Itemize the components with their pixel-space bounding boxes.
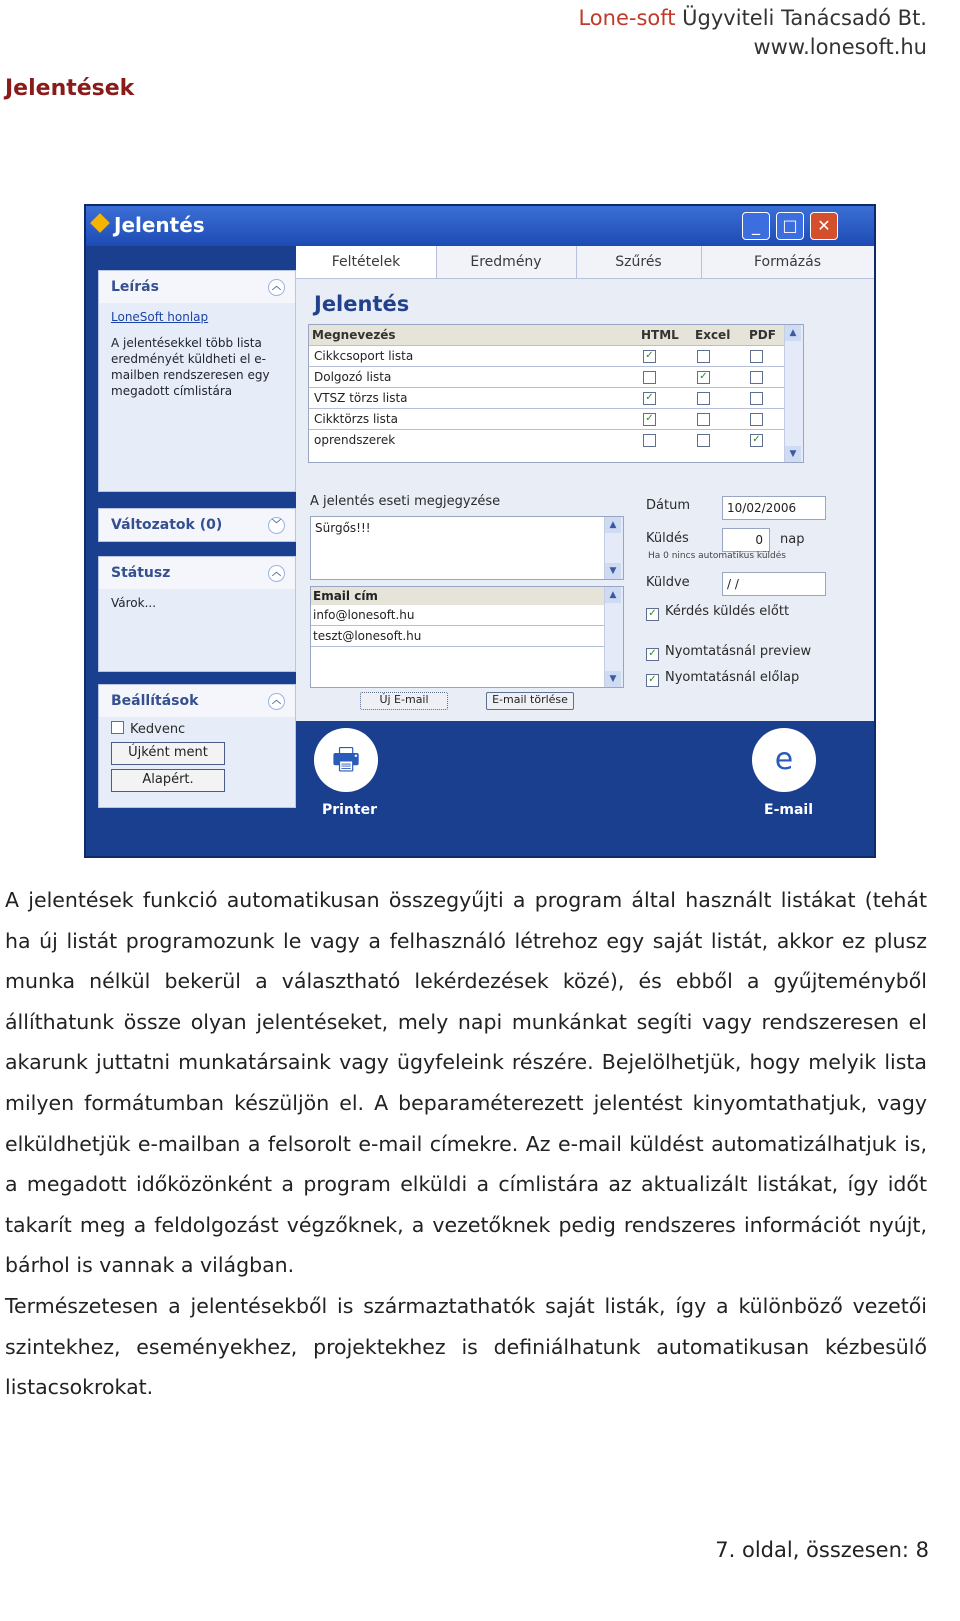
form-title: Jelentés (314, 292, 410, 316)
send-label: Küldés (646, 531, 689, 546)
status-panel-header[interactable]: Státusz ︿ (99, 557, 295, 589)
printer-icon[interactable]: 🖶 (314, 728, 378, 792)
excel-checkbox[interactable] (697, 434, 710, 447)
date-input[interactable]: 10/02/2006 (722, 496, 826, 520)
report-window-screenshot (84, 204, 876, 858)
excel-checkbox[interactable] (697, 413, 710, 426)
body-text (5, 880, 927, 1408)
section-heading: Jelentések (5, 76, 135, 101)
window-title: Jelentés (114, 213, 205, 237)
email-list (310, 586, 624, 688)
company-name: Lone-soft Ügyviteli Tanácsadó Bt. (578, 6, 927, 30)
email-action-label: E-mail (764, 802, 814, 818)
pdf-checkbox[interactable] (750, 413, 763, 426)
scroll-down-icon[interactable]: ▼ (785, 446, 801, 462)
app-icon (90, 213, 110, 233)
settings-panel-header[interactable]: Beállítások ︿ (99, 685, 295, 717)
email-icon[interactable]: e (752, 728, 816, 792)
scroll-up-icon[interactable]: ▲ (785, 325, 801, 341)
column-html: HTML (641, 328, 679, 342)
grid-row[interactable] (309, 429, 803, 450)
report-form (296, 246, 874, 721)
note-text: Sürgős!!! (315, 521, 371, 535)
tab-bar (296, 246, 874, 279)
scroll-down-icon[interactable]: ▼ (605, 563, 621, 579)
tab-result[interactable]: Eredmény (436, 246, 577, 278)
html-checkbox[interactable]: ✓ (643, 392, 656, 405)
checkmark-icon: ✓ (646, 608, 659, 621)
tab-conditions[interactable]: Feltételek (296, 246, 437, 278)
status-panel (98, 556, 296, 672)
grid-row-name: Dolgozó lista (314, 370, 392, 384)
scroll-up-icon[interactable]: ▲ (605, 517, 621, 533)
minimize-button[interactable]: _ (742, 212, 770, 240)
page-header (578, 4, 927, 62)
excel-checkbox[interactable]: ✓ (697, 371, 710, 384)
column-name: Megnevezés (312, 328, 396, 342)
column-pdf: PDF (749, 328, 776, 342)
website-link[interactable]: www.lonesoft.hu (753, 35, 927, 59)
excel-checkbox[interactable] (697, 350, 710, 363)
delete-email-button[interactable]: E-mail törlése (486, 692, 574, 710)
ask-before-send-checkbox[interactable]: ✓ Kérdés küldés előtt (646, 604, 789, 621)
email-address-item[interactable]: teszt@lonesoft.hu (311, 626, 623, 647)
pdf-checkbox[interactable] (750, 350, 763, 363)
maximize-button[interactable]: □ (776, 212, 804, 240)
note-textarea[interactable] (310, 516, 624, 580)
column-excel: Excel (695, 328, 731, 342)
email-address-item[interactable]: info@lonesoft.hu (311, 605, 623, 626)
status-text: Várok... (111, 596, 157, 610)
html-checkbox[interactable]: ✓ (643, 413, 656, 426)
sent-date-input[interactable]: / / (722, 572, 826, 596)
grid-row-name: VTSZ törzs lista (314, 391, 408, 405)
save-new-button[interactable]: Újként ment (111, 742, 225, 765)
html-checkbox[interactable] (643, 434, 656, 447)
report-list-grid (308, 324, 804, 463)
email-list-body (311, 605, 623, 647)
grid-row[interactable] (309, 408, 803, 429)
grid-body (309, 345, 803, 450)
scroll-down-icon[interactable]: ▼ (605, 671, 621, 687)
print-preview-checkbox[interactable]: ✓ Nyomtatásnál preview (646, 644, 811, 661)
send-days-input[interactable]: 0 (722, 528, 770, 552)
email-list-header: Email cím (311, 587, 623, 605)
scroll-up-icon[interactable]: ▲ (605, 587, 621, 603)
paragraph-main: A jelentések funkció automatikusan összegyűjti a program által használt listákat (tehát ha új listát programozunk le vagy a felhasználó létrehoz egy saját listát, akkor ez plusz munka nélkül bekerül a választható lekérdezések közé), és ebből a gyűjteményből állíthatunk össze olyan jelentéseket, mely napi munkánkat segíti vagy rendszeresen el akarunk juttatni munkatársaink vagy ügyfeleink részére. Bejelölhetjük, hogy melyik lista milyen formátumban készüljön el. A beparaméterezett jelentést kinyomtathatjuk, vagy elküldhetjük e-mailban a felsorolt e-mail címekre. Az e-mail küldést automatizálhatjuk is, a megadott időközönként a program elküldi a címlistára az aktualizált listákat, így időt takarít meg a feldolgozást végzőknek, a vezetőknek pedig rendszeres információt nyújt, bárhol is vannak a világban. (5, 888, 927, 1278)
send-unit: nap (780, 532, 805, 547)
excel-checkbox[interactable] (697, 392, 710, 405)
html-checkbox[interactable]: ✓ (643, 350, 656, 363)
page-number: 7. oldal, összesen: 8 (715, 1538, 929, 1562)
paragraph-second: Természetesen a jelentésekből is származtathatók saját listák, így a különböző vezetői szintekhez, eseményekhez, projektekhez is definiálhatunk automatikusan kézbesülő listacsokrokat. (5, 1293, 927, 1400)
grid-row-name: oprendszerek (314, 433, 396, 447)
default-button[interactable]: Alapért. (111, 769, 225, 792)
collapse-chevron-icon[interactable]: ︿ (268, 565, 285, 582)
close-button[interactable]: ✕ (810, 212, 838, 240)
checkbox-icon (111, 721, 124, 734)
variants-panel (98, 508, 296, 542)
note-label: A jelentés eseti megjegyzése (310, 494, 501, 509)
pdf-checkbox[interactable] (750, 392, 763, 405)
expand-chevron-icon[interactable]: ﹀ (268, 517, 285, 534)
print-cover-checkbox[interactable]: ✓ Nyomtatásnál előlap (646, 670, 799, 687)
grid-row[interactable] (309, 366, 803, 387)
pdf-checkbox[interactable] (750, 371, 763, 384)
checkmark-icon: ✓ (646, 674, 659, 687)
favorite-checkbox[interactable]: Kedvenc (111, 721, 283, 738)
grid-row-name: Cikkcsoport lista (314, 349, 414, 363)
note-scrollbar[interactable] (604, 517, 623, 579)
window-titlebar (86, 206, 874, 246)
tab-filter[interactable]: Szűrés (576, 246, 702, 278)
checkmark-icon: ✓ (646, 648, 659, 661)
description-panel-header[interactable]: Leírás ︿ (99, 271, 295, 303)
grid-header (309, 325, 803, 345)
homepage-link[interactable]: LoneSoft honlap (111, 310, 209, 324)
description-text: A jelentésekkel több lista eredményét küldheti el e-mailben rendszeresen egy megadott címlistára (111, 336, 270, 398)
pdf-checkbox[interactable]: ✓ (750, 434, 763, 447)
html-checkbox[interactable] (643, 371, 656, 384)
date-label: Dátum (646, 498, 690, 513)
collapse-chevron-icon[interactable]: ︿ (268, 693, 285, 710)
new-email-button[interactable]: Új E-mail (360, 692, 448, 710)
tab-formatting[interactable]: Formázás (753, 254, 822, 270)
settings-panel (98, 684, 296, 808)
send-hint: Ha 0 nincs automatikus küldés (648, 551, 786, 561)
grid-row[interactable] (309, 345, 803, 366)
printer-label: Printer (322, 802, 378, 818)
variants-panel-header[interactable]: Változatok (0) ﹀ (99, 509, 295, 541)
grid-row-name: Cikktörzs lista (314, 412, 398, 426)
description-panel (98, 270, 296, 492)
sent-label: Küldve (646, 575, 690, 590)
collapse-chevron-icon[interactable]: ︿ (268, 279, 285, 296)
email-scrollbar[interactable] (604, 587, 623, 687)
grid-scrollbar[interactable] (784, 325, 803, 462)
grid-row[interactable] (309, 387, 803, 408)
